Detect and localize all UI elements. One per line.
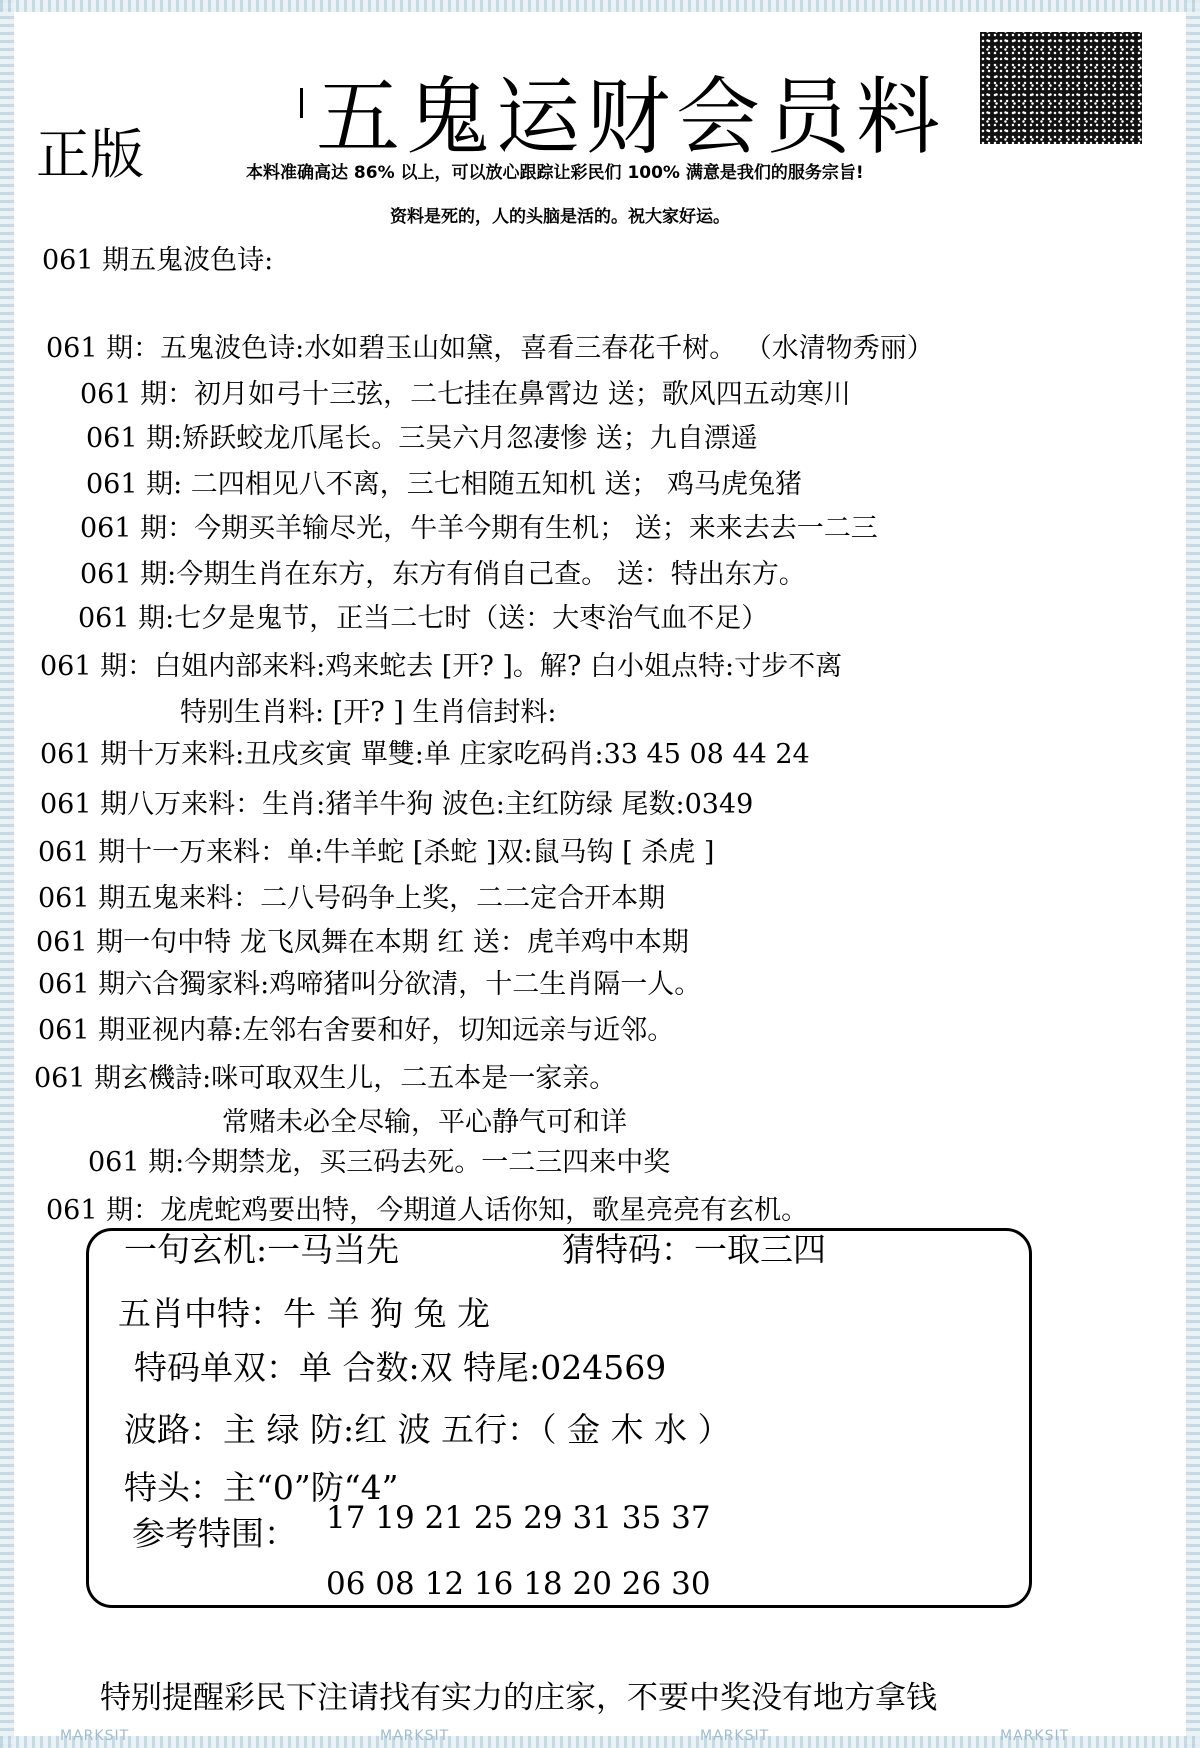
line-80k: 061 期八万来料：生肖:猪羊牛狗 波色:主红防绿 尾数:0349 <box>40 789 754 820</box>
box-odd-even: 特码单双：单 合数:双 特尾:024569 <box>134 1348 667 1387</box>
edition-badge: 正版 <box>36 123 144 186</box>
right-border <box>1186 0 1200 1748</box>
box-five-zodiac: 五肖中特：牛 羊 狗 兔 龙 <box>118 1294 490 1333</box>
line-atv: 061 期亚视内幕:左邻右舍要和好，切知远亲与近邻。 <box>38 1015 675 1046</box>
line-east: 061 期:今期生肖在东方，东方有俏自己查。 送：特出东方。 <box>80 559 806 590</box>
line-mystery-poem: 061 期玄機詩:咪可取双生儿，二五本是一家亲。 <box>34 1063 617 1094</box>
luck-note: 资料是死的，人的头脑是活的。祝大家好运。 <box>390 207 730 227</box>
watermark-bottom-4: MARKSIT <box>1000 1728 1070 1744</box>
box-guess: 猜特码：一取三四 <box>562 1230 826 1269</box>
text-cursor-mark <box>300 88 303 118</box>
line-two-four: 061 期: 二四相见八不离，三七相随五知机 送； 鸡马虎兔猪 <box>86 469 802 500</box>
line-tiger-snake: 061 期：龙虎蛇鸡要出特，今期道人话你知，歌星亮亮有玄机。 <box>46 1195 809 1226</box>
box-ref-row1: 17 19 21 25 29 31 35 37 <box>326 1500 711 1536</box>
watermark-bottom-1: MARKSIT <box>60 1728 130 1744</box>
line-qixi: 061 期:七夕是鬼节，正当二七时（送：大枣治气血不足） <box>78 603 769 634</box>
top-border <box>0 0 1200 12</box>
line-special-zodiac: 特别生肖料: [开? ] 生肖信封料: <box>180 697 557 728</box>
box-ref-label: 参考特围： <box>132 1514 297 1553</box>
qr-code-icon <box>980 32 1142 144</box>
box-ref-row2: 06 08 12 16 18 20 26 30 <box>326 1566 711 1602</box>
page-title: 五鬼运财会员料 <box>316 68 947 166</box>
line-crescent: 061 期：初月如弓十三弦，二七挂在鼻霄边 送；歌风四五动寒川 <box>80 379 851 410</box>
line-sheep: 061 期：今期买羊输尽光，牛羊今期有生机； 送；来来去去一二三 <box>80 513 878 544</box>
footer-warning: 特别提醒彩民下注请找有实力的庄家，不要中奖没有地方拿钱 <box>100 1680 937 1716</box>
left-border <box>0 0 14 1748</box>
line-gamble: 常赌未必全尽输，平心静气可和详 <box>222 1107 627 1138</box>
line-100k: 061 期十万来料:丑戌亥寅 單雙:单 庄家吃码肖:33 45 08 44 24 <box>40 739 810 770</box>
watermark-bottom-2: MARKSIT <box>380 1728 450 1744</box>
line-dragon: 061 期:矫跃蛟龙爪尾长。三吴六月忽凄惨 送；九自漂遥 <box>86 423 758 454</box>
line-110k: 061 期十一万来料：单:牛羊蛇 [杀蛇 ]双:鼠马钩 [ 杀虎 ] <box>38 837 715 868</box>
line-wave-poem: 061 期：五鬼波色诗:水如碧玉山如黛，喜看三春花千树。 （水清物秀丽） <box>46 333 934 364</box>
box-wave: 波路：主 绿 防:红 波 五行：（ 金 木 水 ） <box>124 1410 731 1449</box>
line-one-sentence: 061 期一句中特 龙飞凤舞在本期 红 送：虎羊鸡中本期 <box>36 927 689 958</box>
line-poem-heading: 061 期五鬼波色诗: <box>42 245 274 276</box>
line-exclusive: 061 期六合獨家料:鸡啼猪叫分欲清，十二生肖隔一人。 <box>38 969 702 1000</box>
line-five-ghost: 061 期五鬼来料：二八号码争上奖，二二定合开本期 <box>38 883 666 914</box>
box-mystery: 一句玄机:一马当先 <box>124 1230 400 1269</box>
line-baijie: 061 期：白姐内部来料:鸡来蛇去 [开? ]。解? 白小姐点特:寸步不离 <box>40 651 843 682</box>
line-ban-dragon: 061 期:今期禁龙，买三码去死。一二三四来中奖 <box>88 1147 671 1178</box>
accuracy-note: 本料准确高达 86% 以上，可以放心跟踪让彩民们 100% 满意是我们的服务宗旨! <box>246 163 864 183</box>
box-head: 特头：主“0”防“4” <box>124 1468 399 1507</box>
watermark-bottom-3: MARKSIT <box>700 1728 770 1744</box>
